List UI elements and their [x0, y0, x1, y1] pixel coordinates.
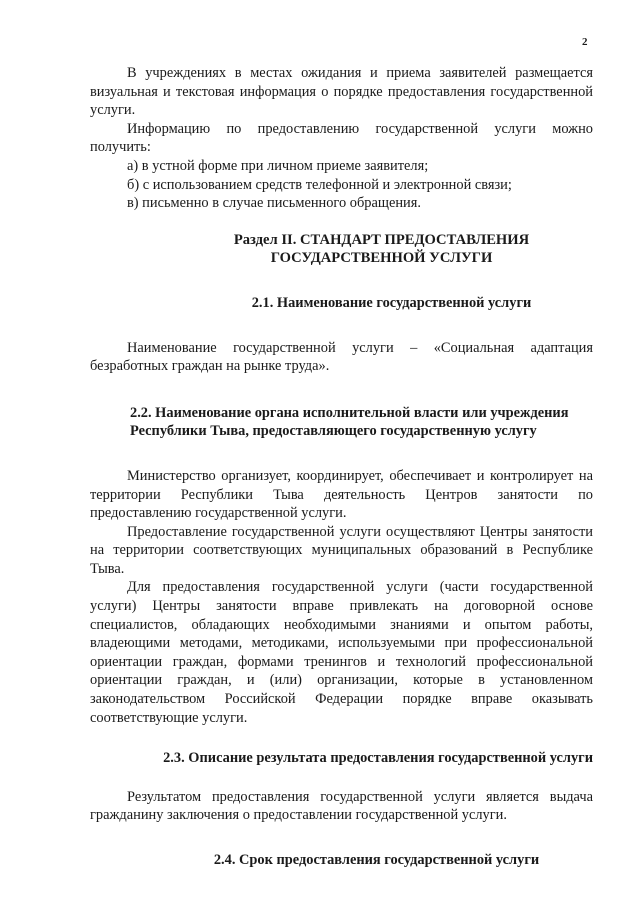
subsection-2-2-title [90, 404, 593, 441]
paragraph-provision: Предоставление государственной услуги осуществляют Центры занятости на территории соответствующих муниципальных образований в Республике Тыва. [90, 523, 593, 577]
subsection-2-2-title-line-1: 2.2. Наименование органа исполнительной власти или учреждения [130, 404, 569, 421]
list-item: б) с использованием средств телефонной и электронной связи; [127, 176, 512, 193]
paragraph-info-placement: В учреждениях в местах ожидания и приема заявителей размещается визуальная и текстовая информация о порядке предоставления государственной услуги. [90, 65, 593, 119]
document-body [90, 64, 593, 870]
section-title-line-1: Раздел II. СТАНДАРТ ПРЕДОСТАВЛЕНИЯ [233, 231, 530, 248]
paragraph-ministry: Министерство организует, координирует, обеспечивает и контролирует на территории Республики Тыва деятельность Центров занятости по предоставлению государственной услуги. [90, 467, 593, 522]
subsection-2-3-text: Результатом предоставления государственной услуги является выдача гражданину заключения о предоставлении государственной услуги. [90, 788, 593, 824]
paragraph-specialists: Для предоставления государственной услуги (части государственной услуги) Центры занятости вправе привлекать на договорной основе специалистов, обладающих необходимыми знаниями и опытом работы, владеющими методами, методиками, используемыми при профессиональной ориентации граждан, формами тренингов и технологий профессиональной ориентации граждан, и (или) организации, которые в установленном законодательством Российской Федерации порядке вправе оказывать соответствующие услуги. [90, 579, 593, 726]
subsection-2-4-title: 2.4. Срок предоставления государственной услуги [213, 852, 540, 868]
subsection-2-3-title: 2.3. Описание результата предоставления государственной услуги [163, 750, 593, 767]
subsection-2-2-title-line-2: Республики Тыва, предоставляющего государственную услугу [130, 423, 537, 440]
paragraph-info-ways: Информацию по предоставлению государственной услуги можно получить: [90, 120, 593, 156]
page-number: 2 [582, 36, 588, 48]
subsection-2-1-title: 2.1. Наименование государственной услуги [251, 294, 532, 311]
section-title-line-2: ГОСУДАРСТВЕННОЙ УСЛУГИ [270, 250, 493, 267]
section-title [90, 231, 593, 268]
list-item: а) в устной форме при личном приеме заявителя; [127, 157, 429, 174]
subsection-2-1-text: Наименование государственной услуги – «Социальная адаптация безработных граждан на рынке труда». [90, 339, 593, 375]
list-item: в) письменно в случае письменного обращения. [127, 195, 421, 212]
